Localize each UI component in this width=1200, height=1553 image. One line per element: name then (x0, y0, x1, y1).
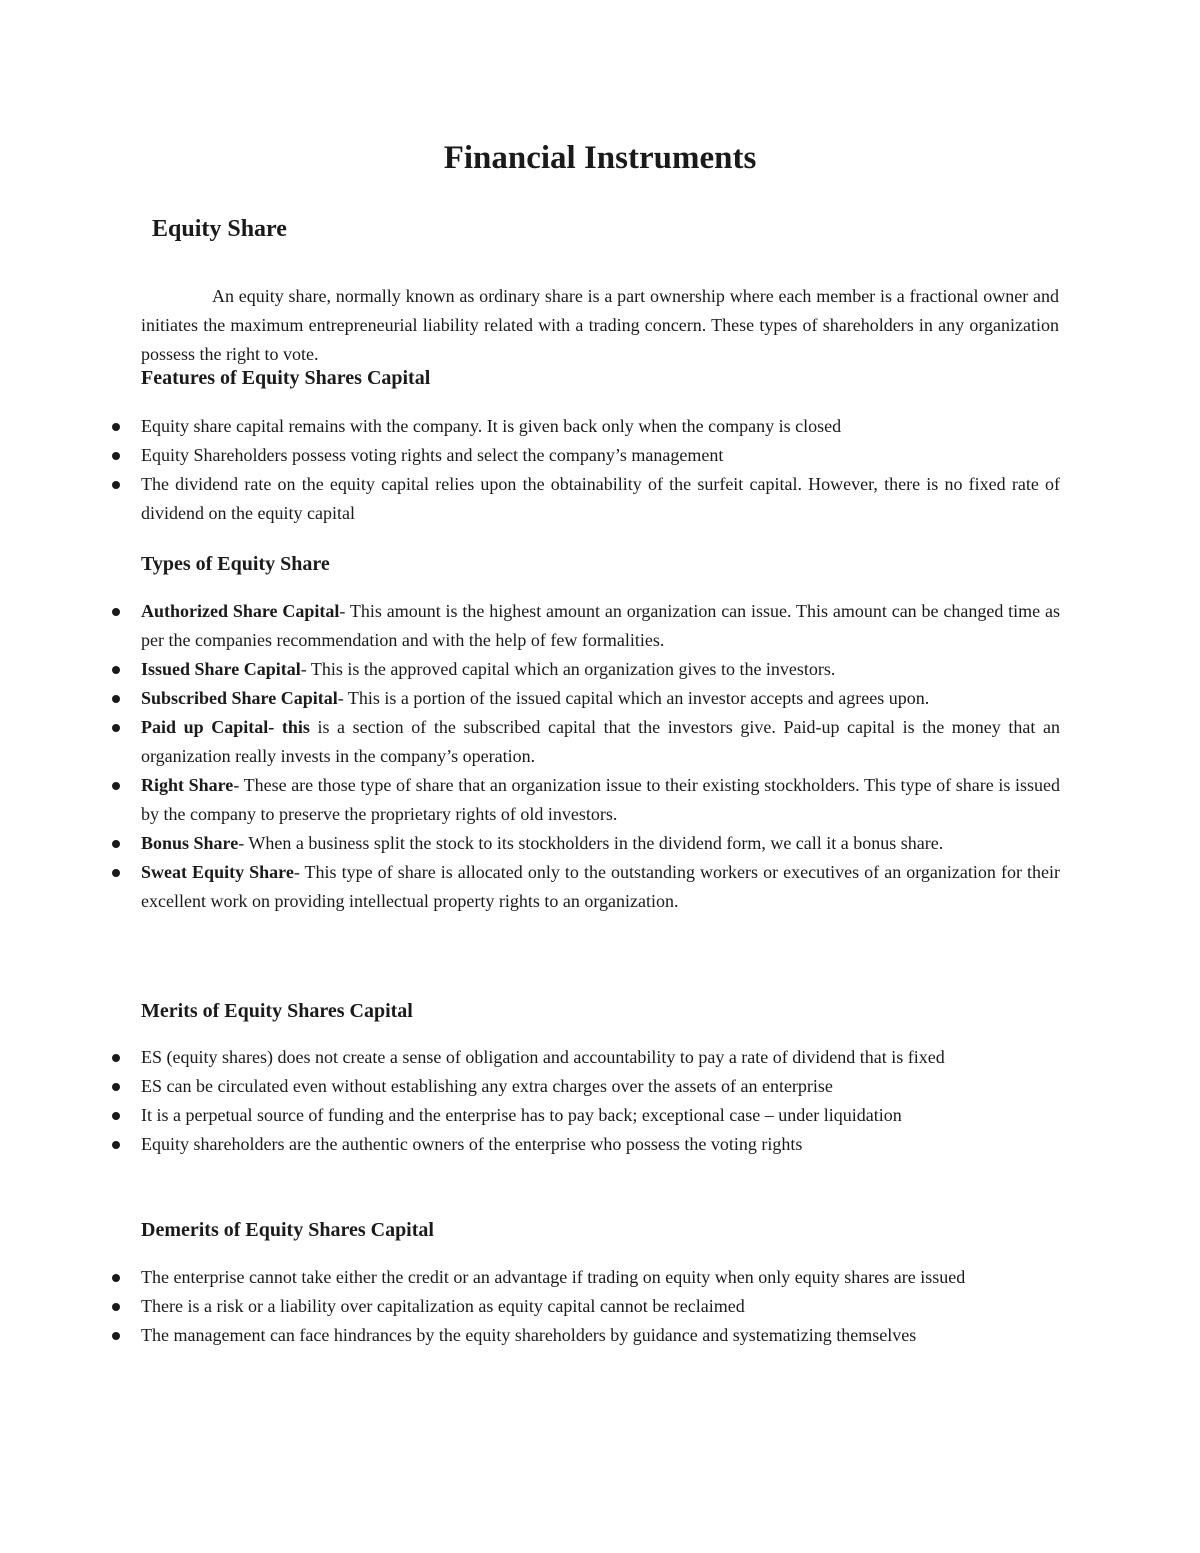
list-item (105, 1072, 1060, 1101)
types-heading: Types of Equity Share (141, 553, 330, 575)
list-item (105, 1043, 1060, 1072)
bullet-icon (112, 1332, 120, 1340)
bullet-icon (112, 608, 120, 616)
bullet-icon (112, 452, 120, 460)
list-item (105, 1263, 1060, 1292)
features-heading: Features of Equity Shares Capital (141, 367, 431, 389)
list-item-text: The enterprise cannot take either the credit or an advantage if trading on equity when only equity shares are issued (141, 1267, 966, 1287)
bullet-icon (112, 1303, 120, 1311)
list-item-text: - This type of share is allocated only to the outstanding workers or executives of an organization for their excellent work on providing intellectual property rights to an organization. (141, 862, 1060, 911)
list-item-text: - This is a portion of the issued capital which an investor accepts and agrees upon. (337, 688, 930, 708)
list-item (105, 1101, 1060, 1130)
document-title: Financial Instruments (443, 140, 757, 176)
section-heading-equity-share: Equity Share (152, 216, 287, 242)
list-item-term: Paid up Capital- this (141, 717, 310, 737)
bullet-icon (112, 1112, 120, 1120)
bullet-icon (112, 695, 120, 703)
list-item (105, 655, 1060, 684)
list-item-term: Bonus Share (141, 833, 239, 853)
list-item-term: Subscribed Share Capital (141, 688, 338, 708)
bullet-icon (112, 869, 120, 877)
demerits-list (105, 1263, 1060, 1350)
list-item-text: Equity Shareholders possess voting rights and select the company’s management (141, 445, 724, 465)
list-item-text: - These are those type of share that an organization issue to their existing stockholders. This type of share is issued by the company to preserve the proprietary rights of old investors. (141, 775, 1061, 824)
list-item (105, 597, 1060, 655)
bullet-icon (112, 1141, 120, 1149)
list-item-text: The dividend rate on the equity capital relies upon the obtainability of the surfeit capital. However, there is no fixed rate of dividend on the equity capital (141, 474, 1060, 523)
types-list (105, 597, 1060, 916)
demerits-heading: Demerits of Equity Shares Capital (141, 1219, 434, 1241)
list-item-text: ES can be circulated even without establishing any extra charges over the assets of an enterprise (141, 1076, 833, 1096)
bullet-icon (112, 666, 120, 674)
list-item-term: Right Share (141, 775, 234, 795)
list-item (105, 1130, 1060, 1159)
features-list (105, 412, 1060, 528)
list-item (105, 1321, 1060, 1350)
list-item-text: There is a risk or a liability over capitalization as equity capital cannot be reclaimed (141, 1296, 745, 1316)
list-item-text: - This is the approved capital which an organization gives to the investors. (300, 659, 836, 679)
bullet-icon (112, 840, 120, 848)
list-item-text: Equity shareholders are the authentic owners of the enterprise who possess the voting rights (141, 1134, 803, 1154)
list-item (105, 441, 1060, 470)
list-item-term: Issued Share Capital (141, 659, 301, 679)
list-item (105, 470, 1060, 528)
list-item (105, 713, 1060, 771)
list-item-text: ES (equity shares) does not create a sense of obligation and accountability to pay a rate of dividend that is fixed (141, 1047, 945, 1067)
list-item (105, 858, 1060, 916)
list-item-text: It is a perpetual source of funding and the enterprise has to pay back; exceptional case – under liquidation (141, 1105, 902, 1125)
list-item-text: Equity share capital remains with the company. It is given back only when the company is closed (141, 416, 842, 436)
merits-list (105, 1043, 1060, 1159)
intro-text: An equity share, normally known as ordinary share is a part ownership where each member is a fractional owner and initiates the maximum entrepreneurial liability related with a trading concern. These types of shareholders in any organization possess the right to vote. (141, 286, 1059, 364)
bullet-icon (112, 724, 120, 732)
list-item (105, 412, 1060, 441)
list-item (105, 829, 1060, 858)
bullet-icon (112, 481, 120, 489)
list-item-term: Sweat Equity Share (141, 862, 294, 882)
list-item (105, 1292, 1060, 1321)
bullet-icon (112, 1274, 120, 1282)
bullet-icon (112, 423, 120, 431)
bullet-icon (112, 1083, 120, 1091)
bullet-icon (112, 1054, 120, 1062)
intro-paragraph (141, 282, 1059, 369)
list-item-term: Authorized Share Capital (141, 601, 340, 621)
bullet-icon (112, 782, 120, 790)
list-item-text: - When a business split the stock to its stockholders in the dividend form, we call it a bonus share. (238, 833, 944, 853)
list-item-text: is a section of the subscribed capital that the investors give. Paid-up capital is the money that an organization really invests in the company’s operation. (141, 717, 1060, 766)
merits-heading: Merits of Equity Shares Capital (141, 1000, 413, 1022)
list-item (105, 771, 1060, 829)
list-item-text: - This amount is the highest amount an organization can issue. This amount can be changed time as per the companies recommendation and with the help of few formalities. (141, 601, 1060, 650)
list-item (105, 684, 1060, 713)
list-item-text: The management can face hindrances by the equity shareholders by guidance and systematizing themselves (141, 1325, 917, 1345)
